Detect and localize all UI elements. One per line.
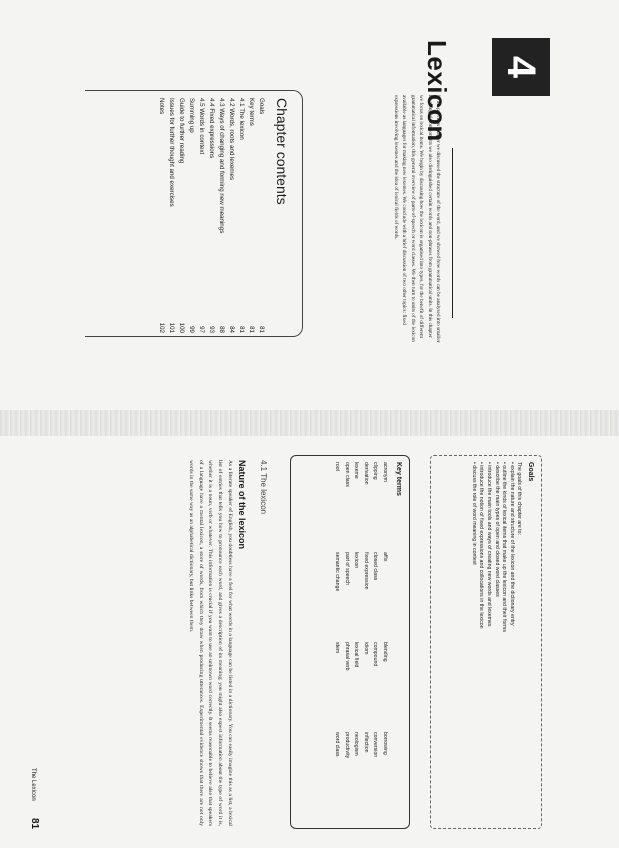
contents-row <box>156 98 166 333</box>
key-term: semantic change <box>334 552 341 592</box>
chapter-title: Lexicon <box>422 40 452 142</box>
page-number: 81 <box>29 818 40 830</box>
contents-row-label: 4.5 Words in context <box>198 98 205 155</box>
contents-row <box>236 98 246 333</box>
contents-row-label: Guide to further reading <box>178 98 185 164</box>
contents-row <box>206 98 216 333</box>
contents-row <box>256 98 266 333</box>
section-body-text: As a literate speaker of English, you doubtless have a feel for what words in a language can be listed in a dictionary. You can easily imagine this as a list, a lexical list of entries that tells you how to pronounce each word, and gives a description of its meaning; you might also expect information about the type of word it is, whether it is a noun, verb or whatever. This information is crucial if you want to use an unknown word correctly. It seems reasonable to believe also that speakers of a language have a mental lexicon, a store of words, from which they draw when producing utterances. Experimental evidence shows that there are not only words in the same way as an alphabetical dictionary, but links between them. <box>187 460 233 826</box>
key-terms-heading: Key terms <box>395 462 402 496</box>
key-term: derivation <box>363 462 369 485</box>
key-term: blending <box>382 642 388 662</box>
contents-row <box>226 98 236 333</box>
key-terms-grid <box>332 462 389 822</box>
goal-item: • describe the main types of open and closed word classes <box>493 462 500 597</box>
goals-list <box>469 462 515 822</box>
key-term: inflection <box>363 732 369 753</box>
contents-row-label: 4.2 Words, roots and lexemes <box>228 98 235 181</box>
chapter-number-badge: 4 <box>492 38 550 96</box>
page-fold-shadow <box>0 410 619 436</box>
contents-row-label: 4.1 The lexicon <box>238 98 245 140</box>
contents-row-label: Issues for further thought and exercises <box>168 98 175 207</box>
key-term: idiom <box>363 642 369 655</box>
contents-row-page: 81 <box>238 326 245 333</box>
contents-row-label: Key terms <box>248 98 255 126</box>
contents-row-label: 4.4 Fixed expressions <box>208 98 215 159</box>
key-term: lexical field <box>353 642 360 668</box>
goal-item: • introduce the notion of fixed expressions and collocations in the lexicon <box>478 462 485 629</box>
key-term: neologism <box>353 732 360 756</box>
contents-row <box>166 98 176 333</box>
key-term: conversion <box>372 732 379 758</box>
key-term: closed class <box>372 552 379 581</box>
goals-lead: The goals of this chapter are to: <box>516 462 523 535</box>
contents-row-page: 88 <box>218 326 225 333</box>
contents-row-page: 81 <box>248 326 255 333</box>
goals <box>434 462 534 822</box>
goal-item: • explain the nature and structure of the lexicon and the dictionary entry <box>508 462 515 626</box>
contents-row-label: Goals <box>258 98 265 115</box>
key-term: borrowing <box>382 732 388 755</box>
contents-row-page: 97 <box>198 326 205 333</box>
section-title: 4.1 The lexicon <box>259 460 268 515</box>
contents-row <box>176 98 186 333</box>
key-term: phrasal verb <box>344 642 350 671</box>
contents-row <box>186 98 196 333</box>
goal-item: • introduce the main tools and ways of creating new words and lexemes <box>486 462 493 627</box>
contents-row-page: 101 <box>168 322 175 333</box>
key-term: affix <box>382 552 388 562</box>
contents-row-page: 102 <box>158 322 165 333</box>
chapter-contents <box>90 98 290 333</box>
contents-row-page: 100 <box>178 322 185 333</box>
goal-item: • discuss the role of word meaning in context <box>470 462 477 565</box>
contents-row-page: 93 <box>208 326 215 333</box>
key-term: stem <box>334 642 341 654</box>
contents-row-label: 4.3 Ways of changing and forming new meanings <box>218 98 225 234</box>
contents-row <box>196 98 206 333</box>
key-term: productivity <box>344 732 350 759</box>
title-rule <box>452 148 453 318</box>
key-term: word class <box>334 732 341 757</box>
key-term: open class <box>344 462 350 487</box>
contents-row-page: 84 <box>228 326 235 333</box>
contents-heading: Chapter contents <box>274 98 290 205</box>
contents-row-label: Notes <box>158 98 165 115</box>
contents-row <box>246 98 256 333</box>
section-subheading: Nature of the lexicon <box>237 460 247 550</box>
contents-row-page: 99 <box>188 326 195 333</box>
contents-list <box>156 98 266 333</box>
key-term: compound <box>372 642 379 667</box>
running-head: The Lexicon <box>30 768 36 801</box>
contents-row-label: Summing up <box>188 98 195 133</box>
chapter-intro: In the previous chapter we discussed the structure of the word, and we showed how words can be analysed into smaller meaningful components we also distinguished certain words and non-phrases from grammatical units. In this chapter we focus on lexical items. We begin by discussing how the lexicon is organised into types, for the benefit of different grammatical information, this general overview of parts-of-speech or word classes. We then turn to units of the lexicon available as languages for making new lexemes. We conclude with a brief discussion of two other topics: fixed expressions involving lexemes and the idea of lexical fields of words. <box>392 95 441 343</box>
goal-item: • outline the kinds of lexical items that make up the lexicon and their forms <box>501 462 508 632</box>
key-term: root <box>334 462 341 471</box>
goals-heading: Goals <box>527 462 534 482</box>
contents-row <box>216 98 226 333</box>
key-term: part of speech <box>344 552 350 585</box>
key-terms <box>294 462 402 822</box>
key-term: fixed expression <box>363 552 369 590</box>
key-term: clipping <box>372 462 379 480</box>
key-term: lexicon <box>353 552 360 569</box>
contents-row-page: 81 <box>258 326 265 333</box>
key-term: acronym <box>382 462 388 482</box>
key-term: lexeme <box>353 462 360 479</box>
